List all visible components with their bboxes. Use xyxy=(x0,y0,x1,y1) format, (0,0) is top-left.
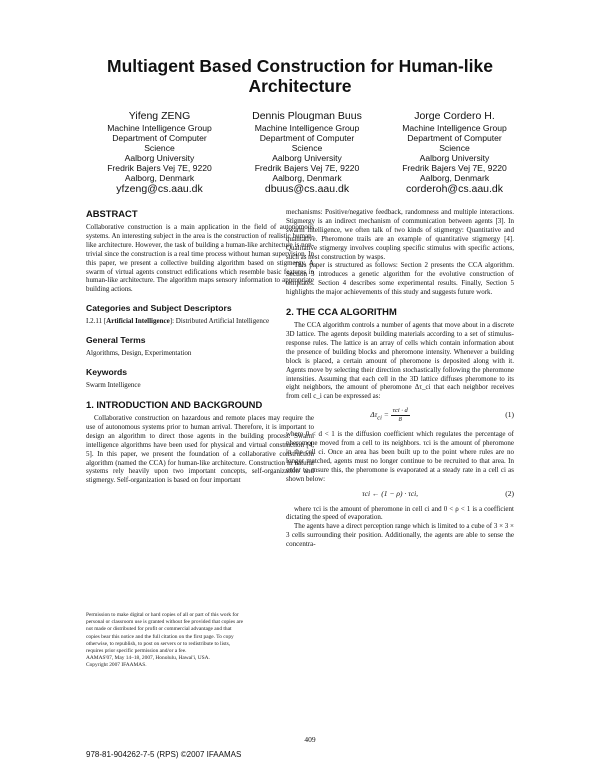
author-city: Aalborg, Denmark xyxy=(419,173,490,183)
eq1-numerator: τci · d xyxy=(392,407,408,415)
keywords-heading: Keywords xyxy=(86,367,128,378)
author-email[interactable]: corderoh@cs.aau.dk xyxy=(405,183,504,195)
abstract-heading: ABSTRACT xyxy=(86,208,138,219)
author-addr: Fredrik Bajers Vej 7E, 9220 xyxy=(254,163,360,173)
section-2-paragraph: The CCA algorithm controls a number of agents that move about in a discrete 3D lattice. The agents deposit building materials according to a set of stimulus-response rules. The lattice is an array of cells which contain information about the presence of building blocks and pheromone intensity. Whenever a building block is placed, a certain amount of pheromone is deposited along with it. Agents move by selecting their direction stochastically following the pheromone intensities. Assuming that each cell in the 3D lattice diffuses pheromone to its eight neighbors, the amount of pheromone Δτ_ci that each neighbor receives from cell c_i can be expressed as: xyxy=(286,321,514,401)
equation-1-body xyxy=(286,407,494,424)
author-dept-2: Science xyxy=(439,143,470,153)
equation-1 xyxy=(286,407,514,424)
eq1-equals: = xyxy=(381,410,391,420)
section-1-heading: 1. INTRODUCTION AND BACKGROUND xyxy=(86,398,263,410)
section-2-paragraph-4: The agents have a direct perception range which is limited to a cube of 3 × 3 × 3 cells surrounding their position. Additionally, the agents are able to sense the concentra- xyxy=(286,522,514,549)
section-1-paragraph-cont: mechanisms: Positive/negative feedback, randomness and multiple interactions. Stigmergy is an indirect mechanism of communication between agents [3]. In swarm intelligence, we often talk of two kinds of stigmergy: Quantitative and qualitative. Pheromone trails are an example of quantitative stigmergy [4]. Qualitative stigmergy involves coupling specific stimulus with specific actions, such as nest construction by wasps. xyxy=(286,208,514,261)
conference-line: AAMAS'07, May 14–18, 2007, Honolulu, Hawai'i, USA. xyxy=(86,655,210,662)
title-line-1: Multiagent Based Construction for Human-like xyxy=(107,56,493,76)
author-dept-2: Science xyxy=(144,143,175,153)
categories-text xyxy=(86,317,314,326)
author-2 xyxy=(240,110,375,196)
author-3 xyxy=(387,110,522,196)
permission-line: requires prior specific permission and/or a fee. xyxy=(86,648,187,655)
permission-line: otherwise, to republish, to post on servers or to redistribute to lists, xyxy=(86,640,231,647)
author-univ: Aalborg University xyxy=(124,153,195,163)
right-column xyxy=(286,208,514,549)
footer-isbn: 978-81-904262-7-5 (RPS) ©2007 IFAAMAS xyxy=(86,750,242,759)
eq1-fraction xyxy=(391,407,410,424)
permission-line: personal or classroom use is granted without fee provided that copies are xyxy=(86,619,244,626)
author-city: Aalborg, Denmark xyxy=(272,173,342,183)
author-univ: Aalborg University xyxy=(272,153,342,163)
eq1-denominator: 8 xyxy=(398,416,402,424)
author-name: Jorge Cordero H. xyxy=(414,110,495,122)
abstract-text: Collaborative construction is a main application in the field of autonomous systems. An interesting subject in the area is the construction of realistic human-like architecture. However, the task of building a human-like architecture is non-trivial since the construction is a real time process without human supervision. In this paper, we present a collective building algorithm based on stigmergy. A swarm of virtual agents construct edifications which resemble basic features in human-like architecture. The algorithm maps sensory information to appropriate building actions. xyxy=(86,223,314,294)
author-city: Aalborg, Denmark xyxy=(124,173,195,183)
author-name: Dennis Plougman Buus xyxy=(252,110,362,122)
eq1-lhs: Δτ xyxy=(370,410,378,420)
author-univ: Aalborg University xyxy=(419,153,490,163)
section-1-paragraph: Collaborative construction on hazardous and remote places may require the use of autonomous systems prior to human arrival. Therefore, it is important to design an algorithm to direct those agents in the building process. Swarm intelligence algorithms have been used for physical and virtual construction [4, 5]. In this paper, we present the foundation of a collaborative construction algorithm (named the CCA) for human-like architecture. Construction in natural systems rely heavily upon two important concepts, self-organization and stigmergy. Self-organization is based on four important xyxy=(86,413,314,485)
left-column xyxy=(86,208,314,485)
author-dept: Department of Computer xyxy=(112,133,207,143)
author-dept: Department of Computer xyxy=(407,133,502,143)
general-terms-text: Algorithms, Design, Experimentation xyxy=(86,349,192,358)
section-2-paragraph-3: where τci is the amount of pheromone in cell ci and 0 < ρ < 1 is a coefficient dictating the speed of evaporation. xyxy=(286,504,514,522)
author-email[interactable]: dbuus@cs.aau.dk xyxy=(264,183,350,195)
author-addr: Fredrik Bajers Vej 7E, 9220 xyxy=(107,163,212,173)
general-terms-heading: General Terms xyxy=(86,335,146,346)
copyright-line: Copyright 2007 IFAAMAS. xyxy=(86,662,147,669)
author-1 xyxy=(92,110,227,196)
equation-1-number: (1) xyxy=(505,410,514,420)
eq1-sub: ci xyxy=(377,414,382,422)
categories-code: I.2.11 [ xyxy=(86,317,107,326)
permission-notice xyxy=(86,612,306,670)
categories-heading: Categories and Subject Descriptors xyxy=(86,303,232,314)
paper-title xyxy=(80,56,520,96)
author-group: Machine Intelligence Group xyxy=(402,123,507,133)
equation-2-body: τci ← (1 − ρ) · τci, xyxy=(361,488,419,498)
author-addr: Fredrik Bajers Vej 7E, 9220 xyxy=(402,163,507,173)
title-line-2: Architecture xyxy=(248,76,352,96)
categories-rest: ]: Distributed Artificial Intelligence xyxy=(169,317,270,326)
page-number: 409 xyxy=(304,735,316,744)
author-email[interactable]: yfzeng@cs.aau.dk xyxy=(116,183,203,195)
permission-line: Permission to make digital or hard copies of all or part of this work for xyxy=(86,612,239,618)
author-dept: Department of Computer xyxy=(259,133,355,143)
author-group: Machine Intelligence Group xyxy=(254,123,360,133)
permission-line: not made or distributed for profit or commercial advantage and that xyxy=(86,626,232,633)
author-group: Machine Intelligence Group xyxy=(107,123,212,133)
author-dept-2: Science xyxy=(291,143,323,153)
section-1-paragraph-structure: This paper is structured as follows: Section 2 presents the CCA algorithm. Section 3 introduces a genetic algorithm for the evolutive construction of templates. Section 4 describes some experimental results. Finally, Section 5 highlights the major achievements of this study and suggests future work. xyxy=(286,261,514,297)
author-name: Yifeng ZENG xyxy=(128,110,191,122)
equation-2-number: (2) xyxy=(505,488,514,498)
author-block xyxy=(92,110,522,196)
keywords-text: Swarm Intelligence xyxy=(86,381,141,390)
permission-line: copies bear this notice and the full citation on the first page. To copy xyxy=(86,633,234,640)
categories-bold: Artificial Intelligence xyxy=(106,317,170,326)
section-2-paragraph-2: where 0 < d < 1 is the diffusion coefficient which regulates the percentage of pheromone moved from a cell to its neighbors. τci is the amount of pheromone in the cell ci. Once an area has been built up to the point where rules are no longer matched, agents must no longer continue to be recruited to that area. In order to ensure this, the pheromone is evaporated at a steady rate in a cell ci as shown below: xyxy=(286,430,514,483)
equation-2 xyxy=(286,490,514,499)
section-2-heading: 2. THE CCA ALGORITHM xyxy=(286,306,397,318)
